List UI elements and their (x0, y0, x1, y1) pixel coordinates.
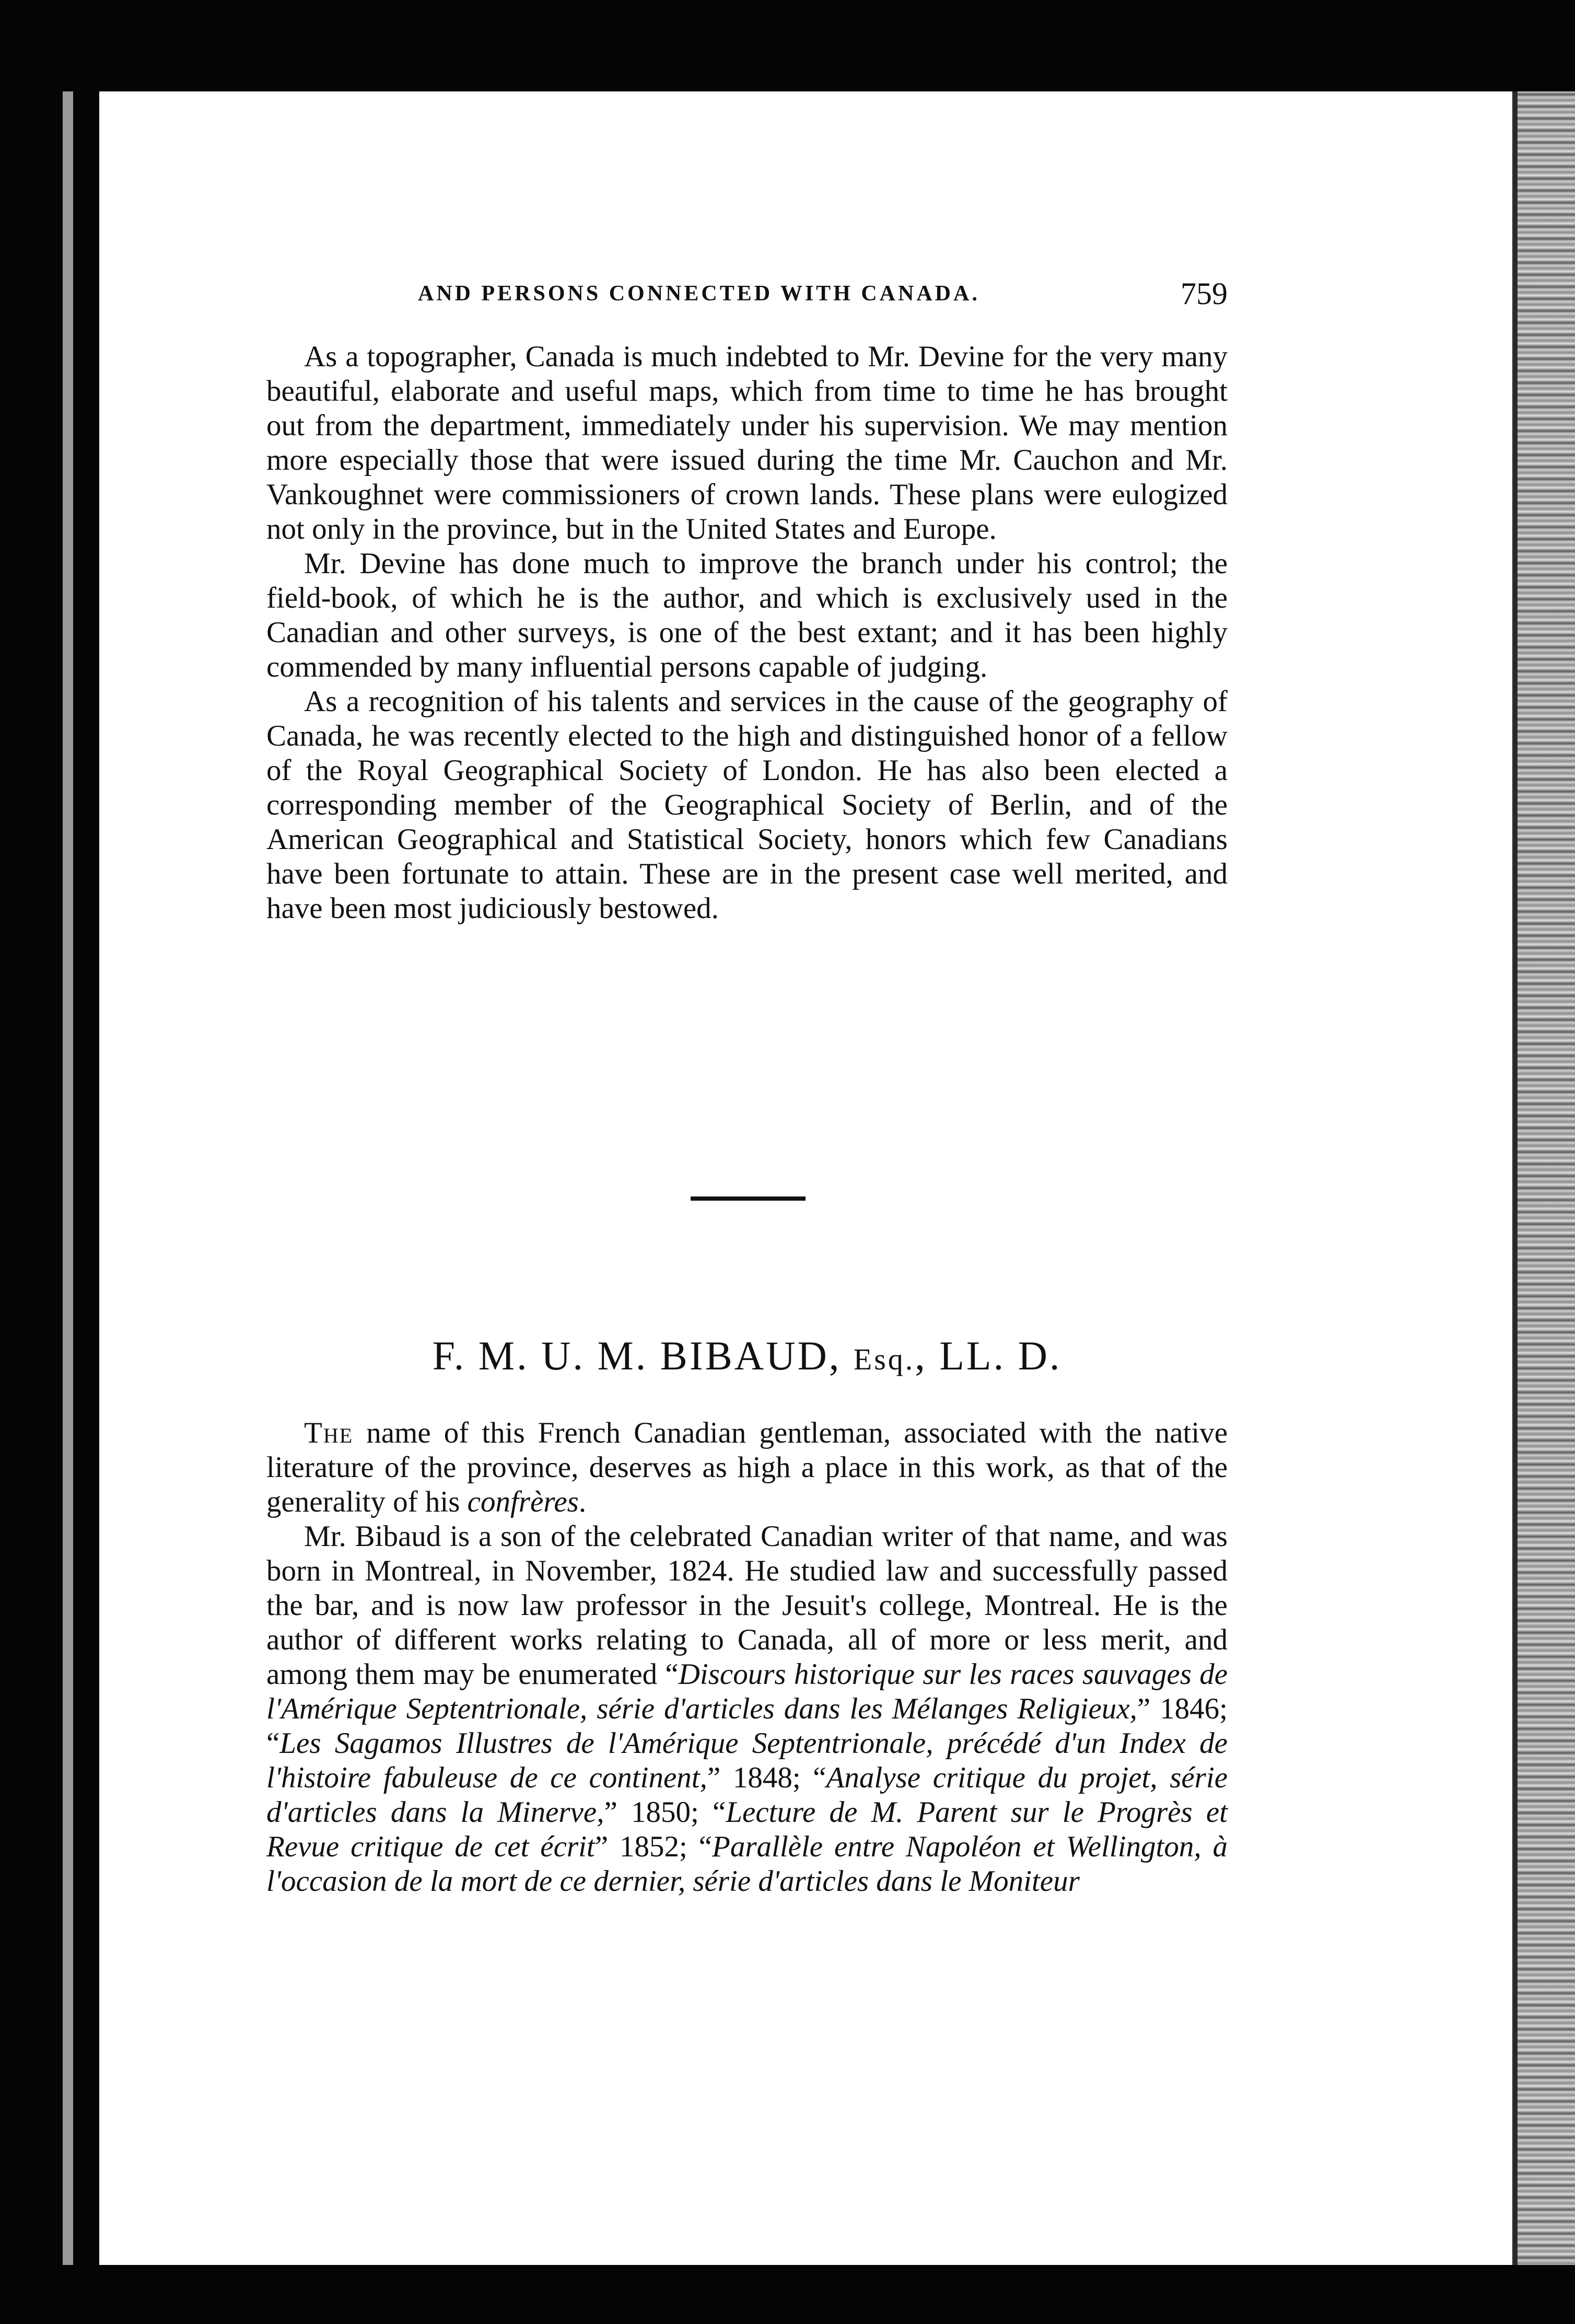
paragraph-topographer: As a topographer, Canada is much indebted to Mr. Devine for the very many beautiful, elaborate and useful maps, which from time to time he has brought out from the department, immediately under his supervision. We may mention more especially those that were issued during the time Mr. Cauchon and Mr. Vankoughnet were commissioners of crown lands. These plans were eulogized not only in the province, but in the United States and Europe. (266, 340, 1228, 545)
bio-heading-name: F. M. U. M. BIBAUD, (432, 1333, 854, 1378)
scan-border-right (1518, 91, 1575, 2265)
bibaud-section (266, 1416, 1228, 1899)
bio-work-1: Discours historique sur les races sauvages de l'Amérique Septentrionale, série d'articles dans les Mélanges Religieux, (266, 1658, 1228, 1725)
bio-text-a: Mr. Bibaud is a son of the celebrated Canadian writer of that name, and was born in Montreal, in November, 1824. He studied law and successfully passed the bar, and is now law professor in the Jesuit's college, Montreal. He is the author of different works relating to Canada, all of more or less merit, and among them may be enumerated “ (266, 1520, 1228, 1691)
paragraph-recognition: As a recognition of his talents and services in the cause of the geography of Canada, he was recently elected to the high and distinguished honor of a fellow of the Royal Geographical Society of London. He has also been elected a corresponding member of the Geographical Society of Berlin, and of the American Geographical and Statistical Society, honors which few Canadians have been fortunate to attain. These are in the present case well merited, and have been most judiciously bestowed. (266, 685, 1228, 925)
intro-text: name of this French Canadian gentleman, associated with the native literature of the province, deserves as high a place in this work, as that of the generality of his (266, 1416, 1228, 1518)
intro-lead-word: The (304, 1416, 354, 1449)
bio-work-5: Parallèle entre Napoléon et Wellington, à l'occasion de la mort de ce dernier, série d'articles dans le Moniteur (266, 1830, 1228, 1898)
bio-heading-degree: , LL. D. (915, 1333, 1062, 1378)
paragraph-intro (266, 1416, 1228, 1519)
bio-heading (266, 1332, 1228, 1379)
page-number: 759 (1181, 276, 1228, 311)
bio-work-4: Lecture de M. Parent sur le Progrès et Revue critique de cet écrit (266, 1796, 1228, 1863)
section-separator-rule (691, 1196, 806, 1201)
scan-border-left (0, 0, 99, 2324)
paragraph-field-book: Mr. Devine has done much to improve the branch under his control; the field-book, of which he is the author, and which is exclusively used in the Canadian and other surveys, is one of the best extant; and it has been highly commended by many influential persons capable of judging. (266, 547, 1228, 683)
scan-border-bottom (0, 2265, 1575, 2324)
bio-work-3: Analyse critique du projet, série d'articles dans la Minerve, (266, 1761, 1228, 1829)
intro-end: . (578, 1485, 587, 1518)
bio-text-c: ” 1848; “ (707, 1761, 826, 1794)
scan-edge-left (63, 91, 73, 2265)
bio-heading-esq: Esq. (853, 1342, 915, 1376)
intro-italic: confrères (467, 1485, 579, 1518)
devine-section (266, 340, 1228, 926)
bio-work-2: Les Sagamos Illustres de l'Amérique Septentrionale, précédé d'un Index de l'histoire fabuleuse de ce continent, (266, 1727, 1228, 1794)
scan-border-top (0, 0, 1575, 91)
running-head (418, 276, 1228, 318)
bio-text-b: ” 1846; “ (266, 1692, 1228, 1760)
running-title: AND PERSONS CONNECTED WITH CANADA. (418, 282, 980, 306)
bio-text-e: ” 1852; “ (594, 1830, 712, 1863)
paragraph-biography (266, 1519, 1228, 1899)
bio-text-d: ” 1850; “ (604, 1796, 726, 1829)
